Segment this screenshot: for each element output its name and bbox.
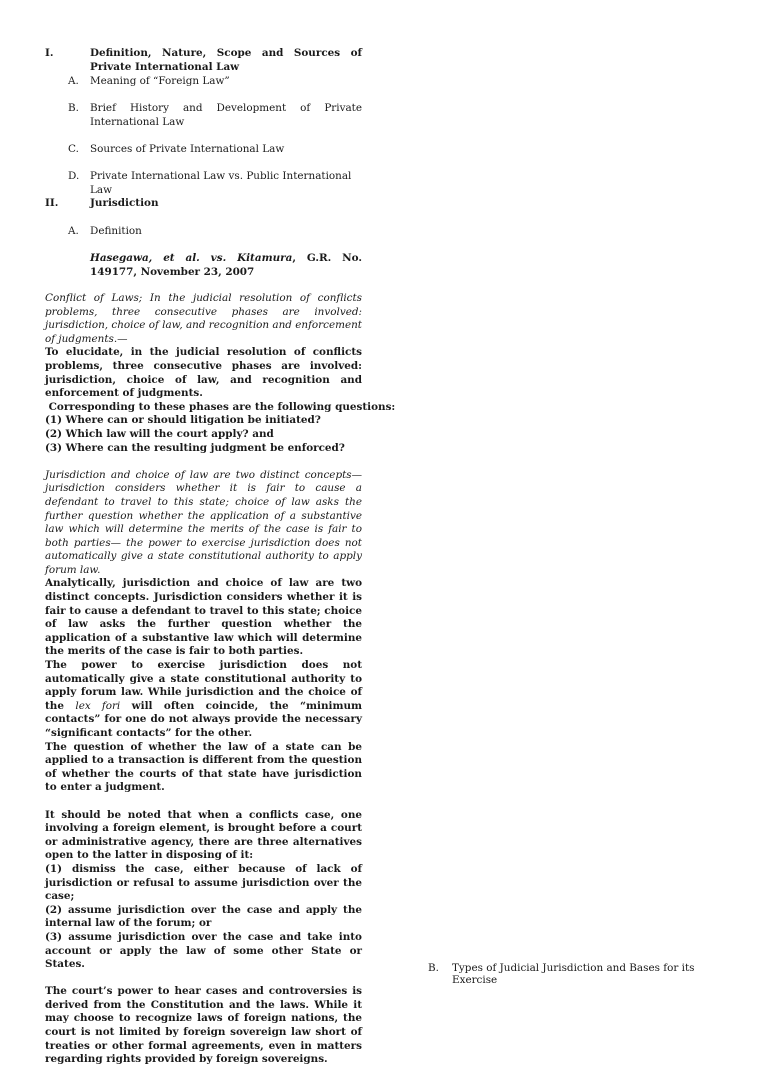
subsection-letter: B. xyxy=(68,102,79,114)
subsection-title: Types of Judicial Jurisdiction and Bases for its Exercise xyxy=(452,962,695,986)
body-text xyxy=(45,292,396,1067)
subsection-title: Definition xyxy=(90,225,142,237)
subsection-title: Private International Law vs. Public International Law xyxy=(90,170,352,196)
subsection-title: Sources of Private International Law xyxy=(90,143,285,155)
case-name: Hasegawa, et al. vs. Kitamura xyxy=(90,252,293,264)
subsection-title: Brief History and Development of Private International Law xyxy=(90,102,362,128)
body-paragraph: Analytically, jurisdiction and choice of law are two distinct concepts. Jurisdiction considers whether it is fair to cause a defendant to travel to this state; choice of law asks the further question whether the application of a substantive law which will determine the merits of the case is fair to both parties. xyxy=(45,577,362,658)
body-paragraph: To elucidate, in the judicial resolution of conflicts problems, three consecutive phases are involved: jurisdiction, choice of law, and recognition and enforcement of judgments. xyxy=(45,346,362,400)
subsection-letter: B. xyxy=(428,962,439,974)
question-item: (1) Where can or should litigation be initiated? xyxy=(45,414,321,427)
section-number: II. xyxy=(45,197,59,209)
section-number: I. xyxy=(45,47,54,59)
case-citation xyxy=(90,252,362,279)
question-item: (3) Where can the resulting judgment be enforced? xyxy=(45,441,345,454)
case-details: , G.R. No. 149177, November 23, 2007 xyxy=(90,252,362,278)
section-title: Definition, Nature, Scope and Sources of Private International Law xyxy=(90,47,362,73)
body-paragraph: The court’s power to hear cases and controversies is derived from the Constitution and the laws. While it may choose to recognize laws of foreign nations, the court is not limited by foreign sovereign law short of treaties or other formal agreements, even in matters regarding rights provided by foreign sovereigns. xyxy=(45,985,362,1066)
body-paragraph: It should be noted that when a conflicts case, one involving a foreign element, is brought before a court or administrative agency, there are three alternatives open to the latter in disposing of it: xyxy=(45,808,362,862)
question-item: (2) Which law will the court apply? and xyxy=(45,427,274,440)
section-title: Jurisdiction xyxy=(90,197,159,209)
alternative-item: (1) dismiss the case, either because of lack of jurisdiction or refusal to assume jurisdiction over the case; xyxy=(45,862,362,903)
body-paragraph: The question of whether the law of a state can be applied to a transaction is different from the question of whether the courts of that state have jurisdiction to enter a judgment. xyxy=(45,740,362,794)
latin-term: lex fori xyxy=(75,699,121,712)
subsection-letter: C. xyxy=(68,143,79,155)
subsection-letter: A. xyxy=(68,225,79,237)
alternative-item: (2) assume jurisdiction over the case and apply the internal law of the forum; or xyxy=(45,903,362,930)
body-paragraph: Corresponding to these phases are the following questions: xyxy=(45,400,396,413)
body-paragraph: The power to exercise jurisdiction does not automatically give a state constitutional authority to apply forum law. While jurisdiction and the choice of the lex fori will often coincide, the “minimum contacts” for one do not always provide the necessary “significant contacts” for the other. xyxy=(45,659,362,739)
subsection-letter: A. xyxy=(68,75,79,87)
alternative-item: (3) assume jurisdiction over the case and take into account or apply the law of some other State or States. xyxy=(45,930,362,971)
subsection-letter: D. xyxy=(68,170,80,182)
subsection-title: Meaning of “Foreign Law” xyxy=(90,75,230,87)
syllabus-paragraph: Conflict of Laws; In the judicial resolution of conflicts problems, three consecutive phases are involved: jurisdiction, choice of law, and recognition and enforcement of judgments.— xyxy=(45,292,362,345)
syllabus-paragraph: Jurisdiction and choice of law are two distinct concepts—jurisdiction considers whether it is fair to cause a defendant to travel to this state; choice of law asks the further question whether the application of a substantive law which will determine the merits of the case is fair to both parties— the power to exercise jurisdiction does not automatically give a state constitutional authority to apply forum law. xyxy=(45,468,362,576)
